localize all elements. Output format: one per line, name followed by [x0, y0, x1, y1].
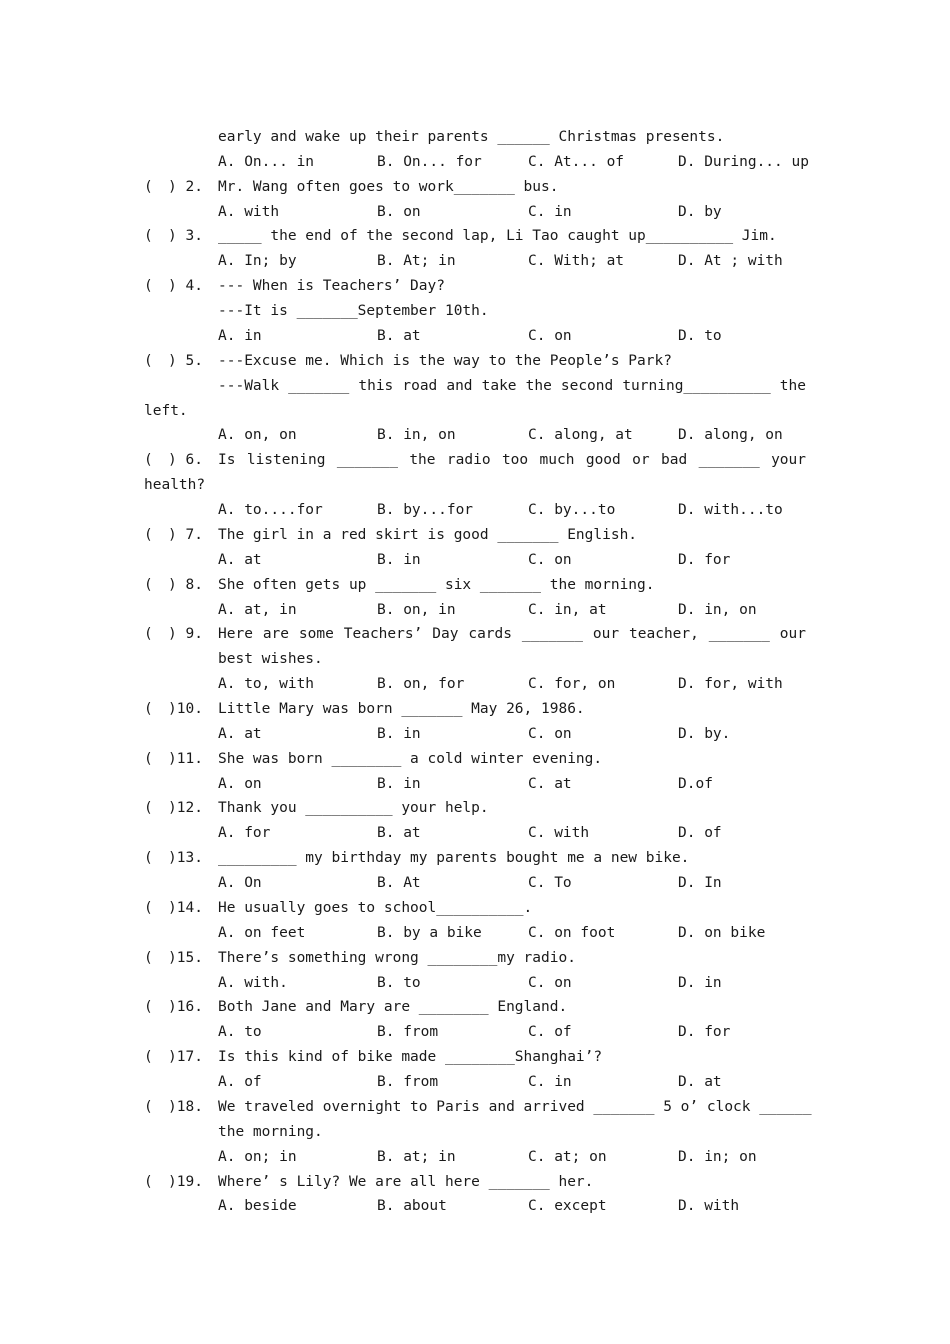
- options-line: [0, 1070, 950, 1095]
- answer-option: A. for: [218, 825, 271, 842]
- answer-option: C. in: [528, 1074, 572, 1091]
- options-line: [0, 821, 950, 846]
- answer-option: A. on; in: [218, 1148, 297, 1165]
- answer-option: C. on: [528, 974, 572, 991]
- answer-option: B. in: [377, 775, 421, 792]
- answer-option: D. in: [678, 974, 722, 991]
- answer-option: B. on, for: [377, 676, 465, 693]
- options-line: [0, 1194, 950, 1219]
- question-line: [0, 1045, 950, 1070]
- answer-parenthesis: (: [144, 750, 153, 767]
- question-text: Both Jane and Mary are ________ England.: [218, 999, 568, 1016]
- answer-option: B. from: [377, 1024, 439, 1041]
- question-line: [0, 896, 950, 921]
- question-line: [0, 349, 950, 374]
- question-line: [0, 473, 950, 498]
- question-line: [0, 946, 950, 971]
- answer-option: A. at: [218, 725, 262, 742]
- answer-option: D. with: [678, 1198, 740, 1215]
- options-line: [0, 722, 950, 747]
- question-text: best wishes.: [218, 651, 323, 668]
- question-line: [0, 448, 950, 473]
- answer-option: D. by: [678, 203, 722, 220]
- answer-option: A. at: [218, 551, 262, 568]
- question-text: She was born ________ a cold winter evening.: [218, 750, 603, 767]
- answer-option: D. in; on: [678, 1148, 757, 1165]
- question-number: ) 7.: [168, 526, 203, 543]
- answer-option: B. in: [377, 725, 421, 742]
- answer-option: A. In; by: [218, 253, 297, 270]
- question-text: Here are some Teachers’ Day cards _______ our teacher, _______ our: [218, 626, 806, 643]
- answer-option: C. on foot: [528, 924, 616, 941]
- answer-option: B. on: [377, 203, 421, 220]
- question-line: [0, 523, 950, 548]
- question-line: [0, 573, 950, 598]
- question-text: She often gets up _______ six _______ the morning.: [218, 576, 655, 593]
- answer-option: C. at: [528, 775, 572, 792]
- options-line: [0, 598, 950, 623]
- options-line: [0, 150, 950, 175]
- answer-option: D. for, with: [678, 676, 783, 693]
- answer-option: D. for: [678, 551, 731, 568]
- question-line: [0, 796, 950, 821]
- question-number: )11.: [168, 750, 203, 767]
- answer-option: C. on: [528, 725, 572, 742]
- question-line: [0, 125, 950, 150]
- answer-option: C. in, at: [528, 601, 607, 618]
- question-text: Is listening _______ the radio too much good or bad _______ your: [218, 452, 806, 469]
- question-number: ) 9.: [168, 626, 203, 643]
- question-text: Where’ s Lily? We are all here _______ her.: [218, 1173, 594, 1190]
- answer-option: C. for, on: [528, 676, 616, 693]
- answer-parenthesis: (: [144, 178, 153, 195]
- question-number: )18.: [168, 1098, 203, 1115]
- question-text: early and wake up their parents ______ Christmas presents.: [218, 129, 725, 145]
- question-text: ---Excuse me. Which is the way to the People’s Park?: [218, 352, 672, 369]
- question-text: --- When is Teachers’ Day?: [218, 278, 445, 295]
- answer-option: B. by a bike: [377, 924, 482, 941]
- answer-parenthesis: (: [144, 1049, 153, 1066]
- question-line: [0, 374, 950, 399]
- answer-option: C. on: [528, 327, 572, 344]
- question-line: [0, 299, 950, 324]
- question-number: )19.: [168, 1173, 203, 1190]
- answer-option: B. by...for: [377, 502, 474, 519]
- question-text: Is this kind of bike made ________Shanghai’?: [218, 1049, 603, 1066]
- question-text: ---It is _______September 10th.: [218, 303, 489, 320]
- question-line: [0, 647, 950, 672]
- answer-option: D. of: [678, 825, 722, 842]
- options-line: [0, 249, 950, 274]
- answer-option: A. to....for: [218, 502, 323, 519]
- answer-option: B. At; in: [377, 253, 456, 270]
- answer-option: C. except: [528, 1198, 607, 1215]
- question-text: We traveled overnight to Paris and arrived _______ 5 o’ clock ______: [218, 1098, 812, 1115]
- answer-parenthesis: (: [144, 452, 153, 469]
- answer-option: A. On: [218, 875, 262, 892]
- answer-parenthesis: (: [144, 800, 153, 817]
- options-line: [0, 324, 950, 349]
- answer-parenthesis: (: [144, 899, 153, 916]
- answer-option: B. On... for: [377, 153, 482, 170]
- answer-option: A. at, in: [218, 601, 297, 618]
- question-line: [0, 1095, 950, 1120]
- question-text: Mr. Wang often goes to work_______ bus.: [218, 178, 559, 195]
- question-text: He usually goes to school__________.: [218, 899, 533, 916]
- question-line: [0, 274, 950, 299]
- answer-option: C. by...to: [528, 502, 616, 519]
- question-number: ) 3.: [168, 228, 203, 245]
- answer-option: A. with.: [218, 974, 288, 991]
- question-text: the morning.: [218, 1123, 323, 1140]
- question-line: [0, 224, 950, 249]
- options-line: [0, 423, 950, 448]
- answer-option: A. with: [218, 203, 280, 220]
- question-number: ) 2.: [168, 178, 203, 195]
- answer-parenthesis: (: [144, 850, 153, 867]
- answer-option: A. on feet: [218, 924, 306, 941]
- answer-option: B. in: [377, 551, 421, 568]
- question-line: [0, 846, 950, 871]
- answer-option: D. At ; with: [678, 253, 783, 270]
- answer-parenthesis: (: [144, 352, 153, 369]
- answer-option: C. of: [528, 1024, 572, 1041]
- answer-option: D. by.: [678, 725, 731, 742]
- question-text: The girl in a red skirt is good _______ English.: [218, 526, 638, 543]
- answer-option: B. at: [377, 825, 421, 842]
- answer-option: C. To: [528, 875, 572, 892]
- options-line: [0, 1020, 950, 1045]
- question-number: ) 6.: [168, 452, 203, 469]
- answer-option: C. along, at: [528, 427, 633, 444]
- question-continuation: left.: [144, 402, 188, 419]
- question-text: Thank you __________ your help.: [218, 800, 489, 817]
- answer-option: B. at: [377, 327, 421, 344]
- answer-parenthesis: (: [144, 1173, 153, 1190]
- answer-option: A. in: [218, 327, 262, 344]
- answer-option: D.of: [678, 775, 713, 792]
- question-text: _________ my birthday my parents bought me a new bike.: [218, 850, 690, 867]
- options-line: [0, 971, 950, 996]
- question-line: [0, 1170, 950, 1195]
- question-continuation: health?: [144, 477, 206, 494]
- answer-option: C. With; at: [528, 253, 625, 270]
- question-line: [0, 747, 950, 772]
- question-number: ) 8.: [168, 576, 203, 593]
- options-line: [0, 548, 950, 573]
- answer-option: D. along, on: [678, 427, 783, 444]
- options-line: [0, 871, 950, 896]
- answer-option: D. In: [678, 875, 722, 892]
- answer-option: D. to: [678, 327, 722, 344]
- question-number: )10.: [168, 701, 203, 717]
- question-number: )12.: [168, 800, 203, 817]
- options-line: [0, 921, 950, 946]
- question-line: [0, 697, 950, 722]
- answer-parenthesis: (: [144, 576, 153, 593]
- question-line: [0, 175, 950, 200]
- question-line: [0, 1120, 950, 1145]
- question-text: Little Mary was born _______ May 26, 1986.: [218, 701, 585, 717]
- answer-option: A. on, on: [218, 427, 297, 444]
- answer-option: D. at: [678, 1074, 722, 1091]
- answer-parenthesis: (: [144, 278, 153, 295]
- answer-parenthesis: (: [144, 999, 153, 1016]
- answer-option: D. for: [678, 1024, 731, 1041]
- answer-option: B. At: [377, 875, 421, 892]
- answer-parenthesis: (: [144, 701, 153, 717]
- answer-option: B. at; in: [377, 1148, 456, 1165]
- answer-option: B. about: [377, 1198, 447, 1215]
- answer-option: C. in: [528, 203, 572, 220]
- answer-parenthesis: (: [144, 949, 153, 966]
- options-line: [0, 200, 950, 225]
- question-number: )13.: [168, 850, 203, 867]
- answer-option: D. During... up: [678, 153, 809, 170]
- answer-option: B. from: [377, 1074, 439, 1091]
- question-number: )15.: [168, 949, 203, 966]
- question-number: )14.: [168, 899, 203, 916]
- question-number: ) 4.: [168, 278, 203, 295]
- question-text: _____ the end of the second lap, Li Tao caught up__________ Jim.: [218, 228, 777, 245]
- answer-option: A. of: [218, 1074, 262, 1091]
- question-line: [0, 622, 950, 647]
- options-line: [0, 772, 950, 797]
- answer-option: A. On... in: [218, 153, 315, 170]
- question-line: [0, 399, 950, 424]
- answer-option: D. on bike: [678, 924, 766, 941]
- answer-option: C. on: [528, 551, 572, 568]
- question-text: ---Walk _______ this road and take the second turning__________ the: [218, 377, 806, 394]
- answer-option: A. to: [218, 1024, 262, 1041]
- answer-option: C. with: [528, 825, 590, 842]
- answer-option: A. on: [218, 775, 262, 792]
- options-line: [0, 498, 950, 523]
- question-number: ) 5.: [168, 352, 203, 369]
- answer-option: D. in, on: [678, 601, 757, 618]
- answer-option: B. on, in: [377, 601, 456, 618]
- answer-option: D. with...to: [678, 502, 783, 519]
- options-line: [0, 672, 950, 697]
- answer-option: B. in, on: [377, 427, 456, 444]
- answer-parenthesis: (: [144, 526, 153, 543]
- question-line: [0, 995, 950, 1020]
- answer-option: B. to: [377, 974, 421, 991]
- answer-parenthesis: (: [144, 1098, 153, 1115]
- question-number: )16.: [168, 999, 203, 1016]
- options-line: [0, 1145, 950, 1170]
- answer-option: C. at; on: [528, 1148, 607, 1165]
- question-number: )17.: [168, 1049, 203, 1066]
- answer-option: A. to, with: [218, 676, 315, 693]
- answer-parenthesis: (: [144, 228, 153, 245]
- answer-option: A. beside: [218, 1198, 297, 1215]
- answer-parenthesis: (: [144, 626, 153, 643]
- answer-option: C. At... of: [528, 153, 625, 170]
- question-text: There’s something wrong ________my radio.: [218, 949, 576, 966]
